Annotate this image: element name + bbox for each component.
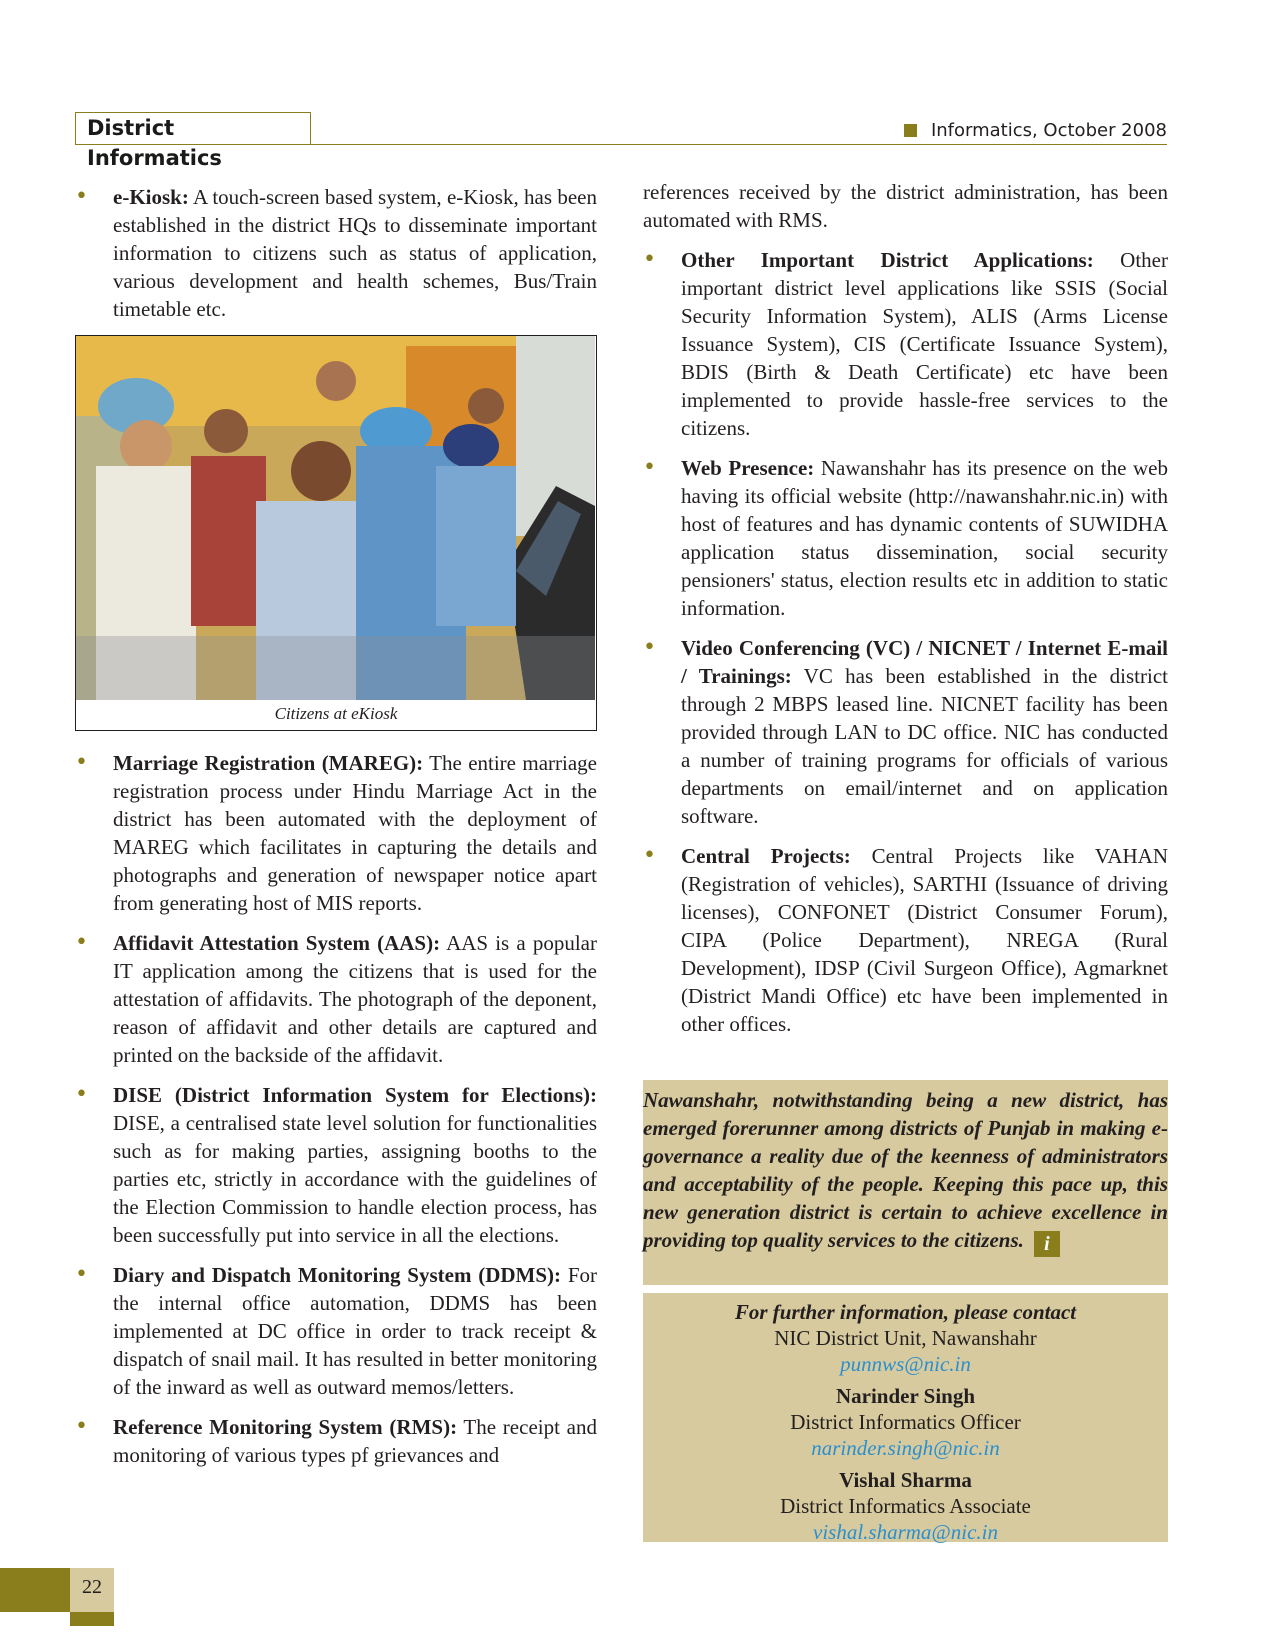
ekiosk-photo [76,336,595,700]
footer-block [0,1568,70,1612]
highlight-paragraph [643,1086,1168,1257]
item-title: DISE (District Information System for Elections): [113,1083,597,1107]
list-item [75,929,597,1069]
info-icon: i [1034,1231,1060,1257]
highlight-box [643,1080,1168,1285]
item-title: Marriage Registration (MAREG): [113,751,424,775]
bullet-icon: • [643,247,656,272]
person1-name: Narinder Singh [835,1384,976,1408]
list-item [75,1413,597,1469]
item-title: Affidavit Attestation System (AAS): [113,931,441,955]
bullet-icon: • [75,1414,88,1439]
list-item [75,1081,597,1249]
item-title: Web Presence: [681,456,815,480]
item-text: AAS is a popular IT application among the citizens that is used for the attestation of affidavits. The photograph of the deponent, reason of affidavit and other details are captured and printed on the backside of the affidavit. [113,931,597,1067]
bullet-icon: • [643,843,656,868]
list-item [643,842,1168,1038]
item-text: A touch-screen based system, e-Kiosk, has been established in the district HQs to disseminate important information to citizens such as status of application, various development and health schemes, Bus/Train timetable etc. [113,185,597,321]
item-text: Nawanshahr has its presence on the web having its official website (http://nawanshahr.nic.in) with host of features and has dynamic contents of SUWIDHA application status dissemination, social security pensioners' status, election results etc in addition to static information. [681,456,1168,620]
left-column [75,183,597,1481]
contact-heading: For further information, please contact [734,1300,1077,1324]
list-item-ekiosk [75,183,597,323]
list-item [75,749,597,917]
header-divider [311,144,1167,145]
bullet-icon: • [75,184,88,209]
bullet-icon: • [75,930,88,955]
item-text: Central Projects like VAHAN (Registration of vehicles), SARTHI (Issuance of driving licenses), CONFONET (District Consumer Forum), CIPA (Police Department), NREGA (Rural Development), IDSP (Civil Surgeon Office), Agmarknet (District Mandi Office) etc have been implemented in other offices. [681,844,1168,1036]
bullet-icon: • [75,1082,88,1107]
person2-role: District Informatics Associate [780,1494,1031,1518]
right-column [643,178,1168,1050]
issue-label [904,120,1167,141]
item-title: Reference Monitoring System (RMS): [113,1415,458,1439]
highlight-text: Nawanshahr, notwithstanding being a new district, has emerged forerunner among districts of Punjab in making e-governance a reality due of the keenness of administrators and acceptability of the people. Keeping this pace up, this new generation district is certain to achieve excellence in providing top quality services to the citizens. [643,1088,1168,1252]
contact-unit: NIC District Unit, Nawanshahr [774,1326,1037,1350]
bullet-icon: • [75,750,88,775]
item-text: The receipt and monitoring of various types pf grievances and [113,1415,597,1467]
bullet-icon: • [643,635,656,660]
contact-box [643,1293,1168,1542]
item-title: Diary and Dispatch Monitoring System (DDMS): [113,1263,562,1287]
continued-paragraph: references received by the district administration, has been automated with RMS. [643,180,1168,232]
person1-email-link[interactable]: narinder.singh@nic.in [811,1436,1000,1460]
item-text: DISE, a centralised state level solution for functionalities such as for making parties, assigning booths to the parties etc, strictly in accordance with the guidelines of the Election Commission to handle election process, has been successfully put into service in all the elections. [113,1111,597,1247]
issue-text: Informatics, October 2008 [930,120,1167,141]
list-item [643,634,1168,830]
list-item [75,1261,597,1401]
photo-caption: Citizens at eKiosk [274,704,398,723]
unit-email-link[interactable]: punnws@nic.in [840,1352,971,1376]
item-text: Other important district level applications like SSIS (Social Security Information System), ALIS (Arms License Issuance System), CIS (Certificate Issuance System), BDIS (Birth & Death Certificate) etc have been implemented to provide hassle-free services to the citizens. [681,248,1168,440]
section-title: District Informatics [75,112,311,145]
item-title: Video Conferencing (VC) / NICNET / Internet E-mail / Trainings: [681,636,1168,688]
item-title: Central Projects: [681,844,851,868]
bullet-icon: • [75,1262,88,1287]
page-number: 22 [82,1576,102,1598]
person2-email-link[interactable]: vishal.sharma@nic.in [813,1520,998,1544]
bullet-icon: • [643,455,656,480]
footer-accent [70,1612,114,1626]
item-title: e-Kiosk: [113,185,189,209]
list-item [643,246,1168,442]
item-text: The entire marriage registration process under Hindu Marriage Act in the district has been automated with the deployment of MAREG which facilitates in capturing the details and photographs and generation of newspaper notice apart from generating host of MIS reports. [113,751,597,915]
person1-role: District Informatics Officer [790,1410,1021,1434]
list-item [643,454,1168,622]
item-text: For the internal office automation, DDMS has been implemented at DC office in order to track receipt & dispatch of snail mail. It has resulted in better monitoring of the inward as well as outward memos/letters. [113,1263,597,1399]
item-title: Other Important District Applications: [681,248,1094,272]
item-text: VC has been established in the district through 2 MBPS leased line. NICNET facility has been provided through LAN to DC office. NIC has conducted a number of training programs for officials of various departments on email/internet and on application software. [681,664,1168,828]
person2-name: Vishal Sharma [839,1468,972,1492]
photo-figure [75,335,597,731]
square-bullet-icon [904,124,917,137]
